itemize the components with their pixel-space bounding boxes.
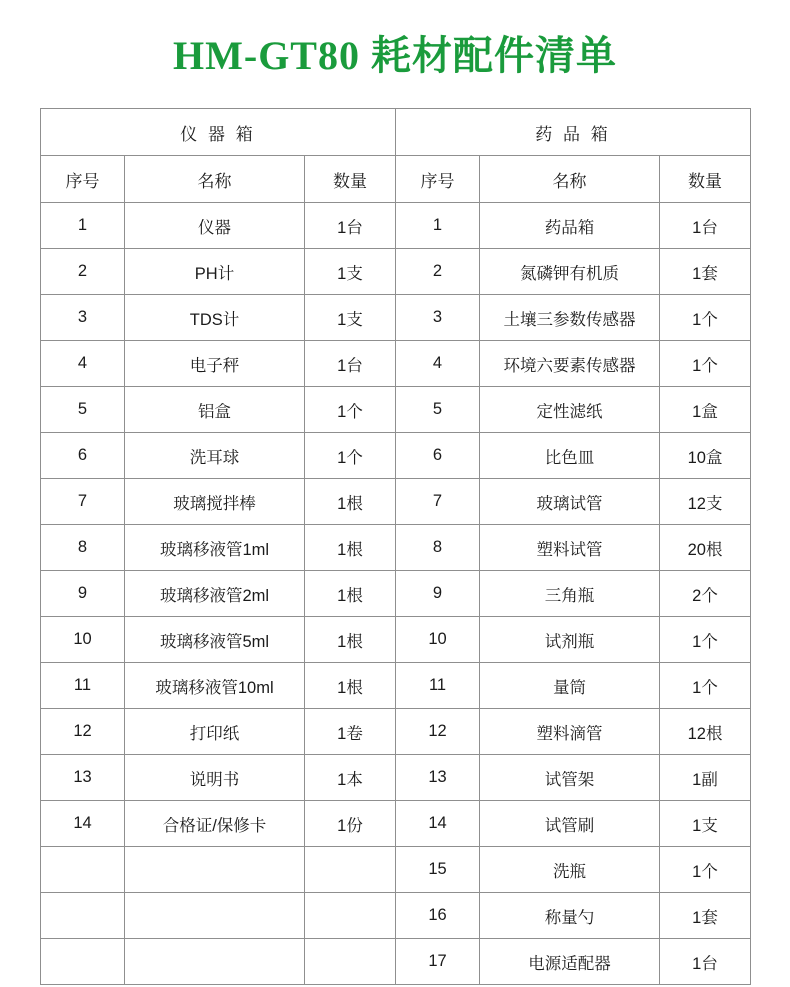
- row-name: 电源适配器: [480, 939, 660, 985]
- row-name: 称量勺: [480, 893, 660, 939]
- row-no: 8: [396, 525, 480, 571]
- row-no: 11: [396, 663, 480, 709]
- table-row: [41, 617, 751, 663]
- table-row: [41, 801, 751, 847]
- row-qty: 1本: [305, 755, 396, 801]
- row-qty: 1台: [660, 939, 751, 985]
- column-header-name-left: 名称: [125, 156, 305, 203]
- column-header-row: [41, 156, 751, 203]
- row-qty: 1副: [660, 755, 751, 801]
- row-qty: 2个: [660, 571, 751, 617]
- row-name: 玻璃移液管1ml: [125, 525, 305, 571]
- row-name: 定性滤纸: [480, 387, 660, 433]
- row-name: 玻璃搅拌棒: [125, 479, 305, 525]
- row-name: 合格证/保修卡: [125, 801, 305, 847]
- row-name: 洗耳球: [125, 433, 305, 479]
- row-no: 9: [41, 571, 125, 617]
- row-name: 铝盒: [125, 387, 305, 433]
- row-no: [41, 893, 125, 939]
- group-label-reagent-case: 药 品 箱: [396, 109, 751, 156]
- parts-list-table: [40, 108, 751, 985]
- row-no: 1: [396, 203, 480, 249]
- row-no: 2: [396, 249, 480, 295]
- row-qty: 1台: [305, 341, 396, 387]
- row-name: 试剂瓶: [480, 617, 660, 663]
- row-no: 11: [41, 663, 125, 709]
- row-qty: 1根: [305, 663, 396, 709]
- row-qty: 1盒: [660, 387, 751, 433]
- row-no: 4: [41, 341, 125, 387]
- row-qty: 20根: [660, 525, 751, 571]
- row-name: 试管刷: [480, 801, 660, 847]
- row-no: 4: [396, 341, 480, 387]
- row-no: 12: [396, 709, 480, 755]
- table-row: [41, 387, 751, 433]
- row-name: [125, 939, 305, 985]
- table-row: [41, 893, 751, 939]
- row-qty: 1套: [660, 249, 751, 295]
- row-qty: 1根: [305, 571, 396, 617]
- row-qty: 1个: [660, 295, 751, 341]
- table-row: [41, 709, 751, 755]
- row-qty: 1个: [305, 387, 396, 433]
- row-no: 7: [41, 479, 125, 525]
- row-qty: 1支: [305, 249, 396, 295]
- parts-list-body: [41, 109, 751, 985]
- row-no: 2: [41, 249, 125, 295]
- row-no: 6: [396, 433, 480, 479]
- group-header-row: [41, 109, 751, 156]
- table-row: [41, 203, 751, 249]
- row-no: 15: [396, 847, 480, 893]
- row-qty: [305, 939, 396, 985]
- row-qty: 1个: [660, 341, 751, 387]
- group-label-instrument-case: 仪 器 箱: [41, 109, 396, 156]
- row-qty: 1根: [305, 617, 396, 663]
- table-row: [41, 939, 751, 985]
- row-no: 10: [41, 617, 125, 663]
- row-qty: 1套: [660, 893, 751, 939]
- row-no: 17: [396, 939, 480, 985]
- row-no: 5: [396, 387, 480, 433]
- row-name: 玻璃移液管5ml: [125, 617, 305, 663]
- row-name: 量筒: [480, 663, 660, 709]
- row-qty: 12根: [660, 709, 751, 755]
- row-name: 氮磷钾有机质: [480, 249, 660, 295]
- column-header-no-right: 序号: [396, 156, 480, 203]
- table-row: [41, 341, 751, 387]
- row-qty: 1台: [660, 203, 751, 249]
- column-header-name-right: 名称: [480, 156, 660, 203]
- table-row: [41, 249, 751, 295]
- row-name: 洗瓶: [480, 847, 660, 893]
- column-header-qty-left: 数量: [305, 156, 396, 203]
- row-qty: [305, 893, 396, 939]
- row-no: 12: [41, 709, 125, 755]
- row-no: 14: [41, 801, 125, 847]
- row-no: 6: [41, 433, 125, 479]
- row-no: 8: [41, 525, 125, 571]
- column-header-qty-right: 数量: [660, 156, 751, 203]
- row-name: 三角瓶: [480, 571, 660, 617]
- row-qty: 1台: [305, 203, 396, 249]
- row-no: 5: [41, 387, 125, 433]
- row-qty: 10盒: [660, 433, 751, 479]
- row-name: 打印纸: [125, 709, 305, 755]
- row-name: 说明书: [125, 755, 305, 801]
- row-name: 药品箱: [480, 203, 660, 249]
- page-title: HM-GT80 耗材配件清单: [173, 33, 617, 78]
- row-no: 13: [396, 755, 480, 801]
- row-qty: 1个: [660, 663, 751, 709]
- row-name: 玻璃移液管2ml: [125, 571, 305, 617]
- table-row: [41, 571, 751, 617]
- table-row: [41, 663, 751, 709]
- row-name: PH计: [125, 249, 305, 295]
- row-no: 1: [41, 203, 125, 249]
- row-qty: 1根: [305, 525, 396, 571]
- row-no: 14: [396, 801, 480, 847]
- row-qty: 1支: [660, 801, 751, 847]
- row-name: 塑料试管: [480, 525, 660, 571]
- row-qty: 1卷: [305, 709, 396, 755]
- row-name: 仪器: [125, 203, 305, 249]
- table-row: [41, 525, 751, 571]
- row-name: TDS计: [125, 295, 305, 341]
- row-qty: 1根: [305, 479, 396, 525]
- table-row: [41, 479, 751, 525]
- row-no: 10: [396, 617, 480, 663]
- row-no: 7: [396, 479, 480, 525]
- row-name: 电子秤: [125, 341, 305, 387]
- row-name: 试管架: [480, 755, 660, 801]
- row-name: 环境六要素传感器: [480, 341, 660, 387]
- table-row: [41, 847, 751, 893]
- row-name: [125, 893, 305, 939]
- row-name: 比色皿: [480, 433, 660, 479]
- row-name: 玻璃试管: [480, 479, 660, 525]
- parts-list-table-wrap: [40, 108, 750, 985]
- table-row: [41, 433, 751, 479]
- row-qty: 1个: [660, 847, 751, 893]
- row-no: 3: [396, 295, 480, 341]
- table-row: [41, 755, 751, 801]
- row-no: [41, 847, 125, 893]
- row-qty: 1个: [305, 433, 396, 479]
- row-no: 16: [396, 893, 480, 939]
- row-qty: 1支: [305, 295, 396, 341]
- row-no: [41, 939, 125, 985]
- row-name: 塑料滴管: [480, 709, 660, 755]
- row-qty: 12支: [660, 479, 751, 525]
- row-name: 土壤三参数传感器: [480, 295, 660, 341]
- row-no: 3: [41, 295, 125, 341]
- row-qty: [305, 847, 396, 893]
- table-row: [41, 295, 751, 341]
- row-no: 13: [41, 755, 125, 801]
- row-name: 玻璃移液管10ml: [125, 663, 305, 709]
- row-no: 9: [396, 571, 480, 617]
- row-qty: 1个: [660, 617, 751, 663]
- row-qty: 1份: [305, 801, 396, 847]
- row-name: [125, 847, 305, 893]
- column-header-no-left: 序号: [41, 156, 125, 203]
